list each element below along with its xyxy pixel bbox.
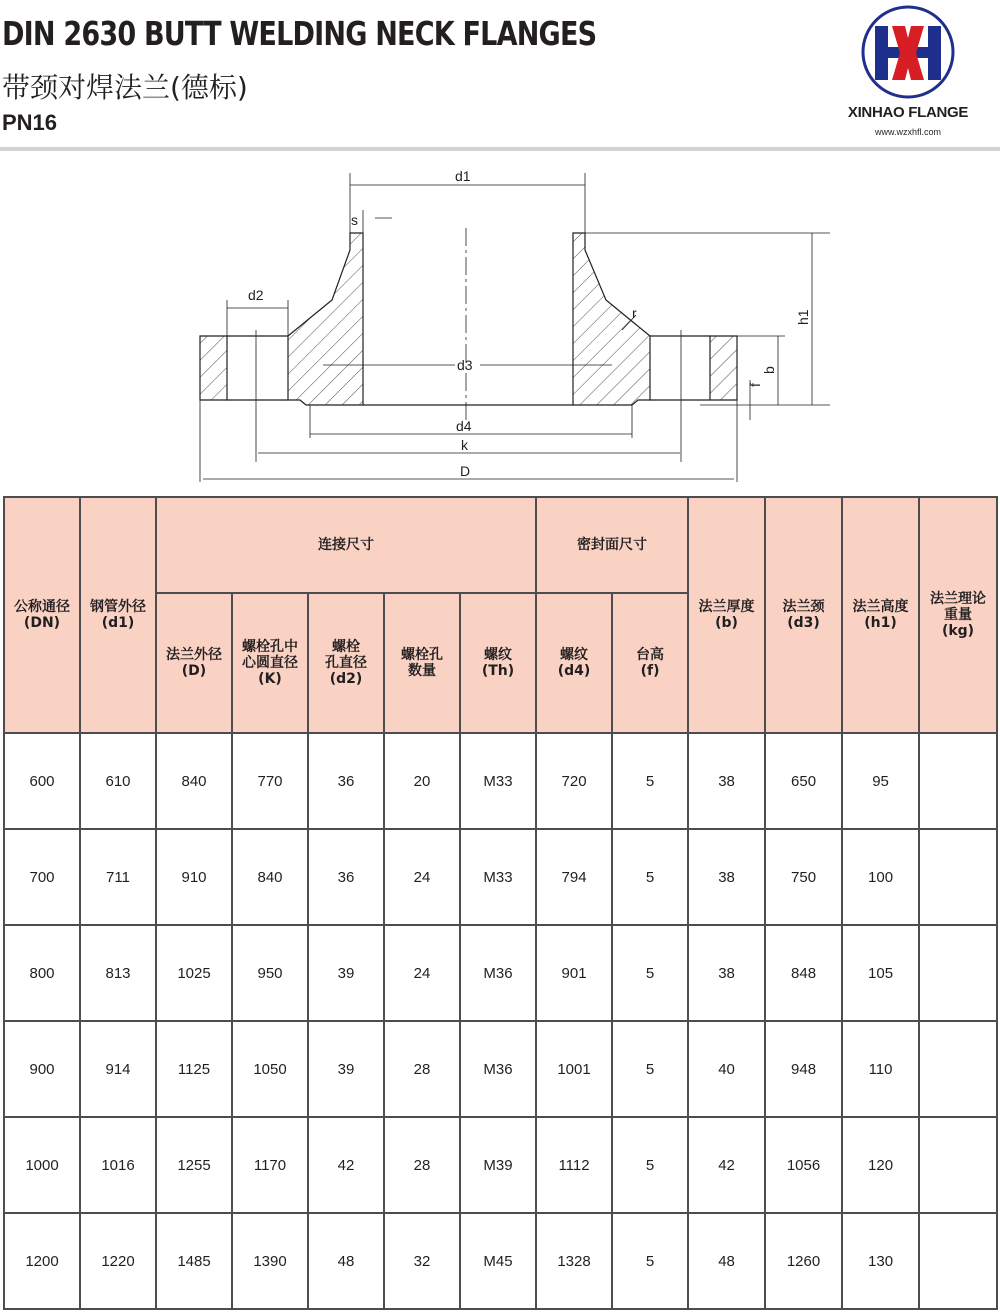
col-header-bolt-qty: 螺栓孔 数量 — [384, 593, 460, 733]
cell-b: 38 — [688, 925, 765, 1021]
header-divider — [0, 147, 1000, 151]
cell-h1: 120 — [842, 1117, 919, 1213]
cell-h1: 110 — [842, 1021, 919, 1117]
cell-f: 5 — [612, 829, 688, 925]
cell-d1: 711 — [80, 829, 156, 925]
title-chinese: 带颈对焊法兰(德标) — [2, 71, 248, 104]
dim-label-r: r — [632, 305, 637, 321]
cell-d2: 39 — [308, 1021, 384, 1117]
cell-d1: 1016 — [80, 1117, 156, 1213]
cell-d1: 914 — [80, 1021, 156, 1117]
cell-dn: 1200 — [4, 1213, 80, 1309]
dim-label-D: D — [460, 463, 471, 479]
cell-thread: M33 — [460, 733, 536, 829]
table-row — [4, 1213, 997, 1309]
cell-f: 5 — [612, 925, 688, 1021]
flange-diagram — [0, 155, 1000, 493]
col-header-d1: 钢管外径 (d1) — [80, 497, 156, 733]
cell-d4: 1328 — [536, 1213, 612, 1309]
col-header-f: 台高 (f) — [612, 593, 688, 733]
col-header-dn: 公称通径 (DN) — [4, 497, 80, 733]
cell-weight — [919, 1117, 997, 1213]
cell-dn: 1000 — [4, 1117, 80, 1213]
cell-K: 1050 — [232, 1021, 308, 1117]
cell-thread: M39 — [460, 1117, 536, 1213]
cell-weight — [919, 925, 997, 1021]
cell-b: 38 — [688, 733, 765, 829]
cell-d4: 901 — [536, 925, 612, 1021]
cell-weight — [919, 829, 997, 925]
cell-d1: 610 — [80, 733, 156, 829]
cell-d4: 794 — [536, 829, 612, 925]
cell-D: 910 — [156, 829, 232, 925]
cell-d2: 42 — [308, 1117, 384, 1213]
cell-bolt-qty: 20 — [384, 733, 460, 829]
cell-b: 48 — [688, 1213, 765, 1309]
cell-f: 5 — [612, 1117, 688, 1213]
table-row — [4, 733, 997, 829]
cell-h1: 130 — [842, 1213, 919, 1309]
col-header-weight: 法兰理论 重量 (kg) — [919, 497, 997, 733]
cell-b: 38 — [688, 829, 765, 925]
cell-weight — [919, 1021, 997, 1117]
cell-d3: 1260 — [765, 1213, 842, 1309]
col-header-thread: 螺纹 (Th) — [460, 593, 536, 733]
table-row — [4, 829, 997, 925]
cell-bolt-qty: 32 — [384, 1213, 460, 1309]
cell-d4: 720 — [536, 733, 612, 829]
table-row — [4, 925, 997, 1021]
title-english: DIN 2630 BUTT WELDING NECK FLANGES — [2, 14, 597, 53]
cell-d3: 750 — [765, 829, 842, 925]
cell-d3: 948 — [765, 1021, 842, 1117]
dim-label-d3: d3 — [457, 357, 473, 373]
page-header — [0, 0, 1000, 150]
col-header-d4: 螺纹 (d4) — [536, 593, 612, 733]
flange-section-left — [200, 233, 363, 405]
cell-d3: 848 — [765, 925, 842, 1021]
cell-f: 5 — [612, 733, 688, 829]
table-row — [4, 1021, 997, 1117]
cell-thread: M36 — [460, 925, 536, 1021]
cell-D: 1255 — [156, 1117, 232, 1213]
cell-d2: 36 — [308, 829, 384, 925]
table-row — [4, 1117, 997, 1213]
dimension-lines — [200, 173, 830, 482]
cell-d2: 48 — [308, 1213, 384, 1309]
website-url: www.wzxhfl.com — [874, 127, 941, 137]
cell-f: 5 — [612, 1213, 688, 1309]
brand-name: XINHAO FLANGE — [847, 104, 969, 121]
group-header-sealing: 密封面尺寸 — [536, 497, 688, 593]
cell-d4: 1112 — [536, 1117, 612, 1213]
dim-label-f: f — [747, 383, 763, 387]
cell-weight — [919, 1213, 997, 1309]
dim-label-b: b — [761, 366, 777, 374]
cell-dn: 800 — [4, 925, 80, 1021]
cell-d1: 1220 — [80, 1213, 156, 1309]
cell-dn: 600 — [4, 733, 80, 829]
cell-K: 1170 — [232, 1117, 308, 1213]
cell-K: 770 — [232, 733, 308, 829]
cell-K: 1390 — [232, 1213, 308, 1309]
cell-D: 1125 — [156, 1021, 232, 1117]
dim-label-h1: h1 — [795, 309, 811, 325]
col-header-d3: 法兰颈 (d3) — [765, 497, 842, 733]
cell-weight — [919, 733, 997, 829]
cell-d2: 39 — [308, 925, 384, 1021]
cell-D: 840 — [156, 733, 232, 829]
group-header-connection: 连接尺寸 — [156, 497, 536, 593]
cell-thread: M45 — [460, 1213, 536, 1309]
cell-bolt-qty: 24 — [384, 829, 460, 925]
cell-d2: 36 — [308, 733, 384, 829]
cell-D: 1485 — [156, 1213, 232, 1309]
cell-K: 950 — [232, 925, 308, 1021]
cell-dn: 700 — [4, 829, 80, 925]
cell-D: 1025 — [156, 925, 232, 1021]
col-header-K: 螺栓孔中 心圆直径 (K) — [232, 593, 308, 733]
flange-section-right — [573, 233, 737, 405]
cell-thread: M33 — [460, 829, 536, 925]
dim-label-s: s — [351, 212, 358, 228]
cell-h1: 100 — [842, 829, 919, 925]
dim-label-d4: d4 — [456, 418, 472, 434]
xinhao-logo-icon — [856, 4, 960, 104]
cell-bolt-qty: 24 — [384, 925, 460, 1021]
pressure-rating: PN16 — [2, 110, 58, 135]
col-header-h1: 法兰高度 (h1) — [842, 497, 919, 733]
flange-spec-table — [3, 496, 998, 1310]
cell-d3: 1056 — [765, 1117, 842, 1213]
cell-d4: 1001 — [536, 1021, 612, 1117]
dim-label-k: k — [461, 437, 468, 453]
cell-b: 40 — [688, 1021, 765, 1117]
cell-d1: 813 — [80, 925, 156, 1021]
cell-thread: M36 — [460, 1021, 536, 1117]
cell-h1: 105 — [842, 925, 919, 1021]
cell-h1: 95 — [842, 733, 919, 829]
cell-f: 5 — [612, 1021, 688, 1117]
cell-b: 42 — [688, 1117, 765, 1213]
dim-label-d2: d2 — [248, 287, 264, 303]
col-header-D: 法兰外径 (D) — [156, 593, 232, 733]
company-logo — [836, 4, 980, 144]
col-header-d2: 螺栓 孔直径 (d2) — [308, 593, 384, 733]
cell-K: 840 — [232, 829, 308, 925]
dim-label-d1: d1 — [455, 168, 471, 184]
cell-d3: 650 — [765, 733, 842, 829]
cell-bolt-qty: 28 — [384, 1117, 460, 1213]
cell-dn: 900 — [4, 1021, 80, 1117]
cell-bolt-qty: 28 — [384, 1021, 460, 1117]
col-header-b: 法兰厚度 (b) — [688, 497, 765, 733]
